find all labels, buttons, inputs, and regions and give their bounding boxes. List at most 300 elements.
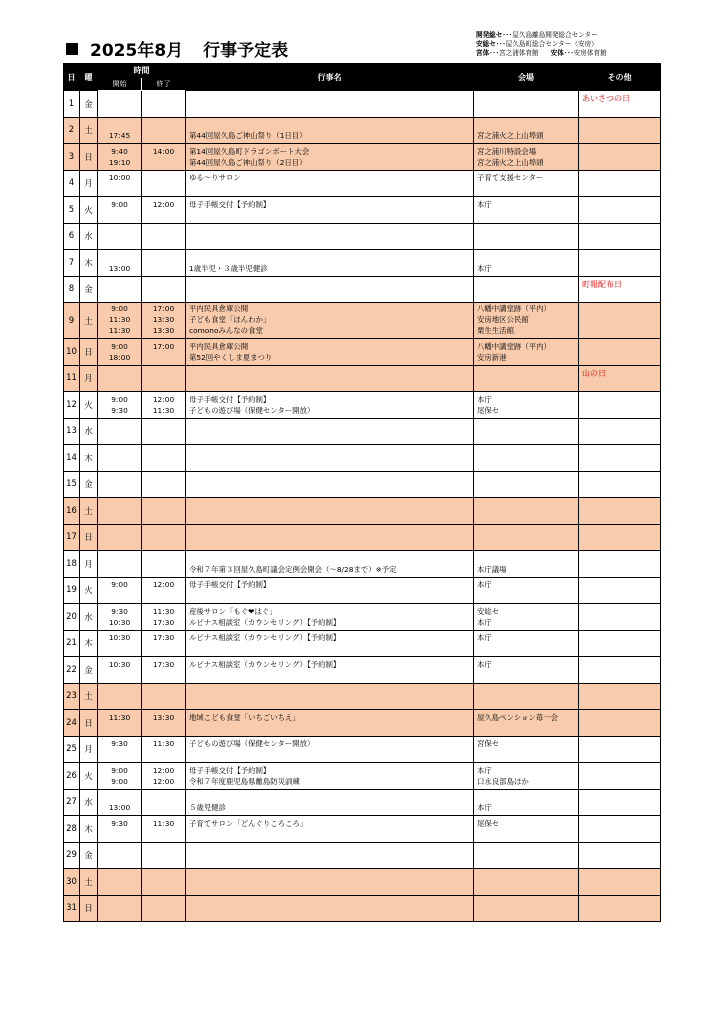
day-cell [64, 392, 80, 419]
event-cell [186, 170, 474, 197]
venue-name [477, 643, 575, 654]
end-time [142, 564, 185, 575]
venue-name: 本庁議場 [477, 564, 507, 574]
table-row [64, 339, 661, 366]
day-cell [64, 117, 80, 144]
event-name: 令和７年第３回屋久島町議会定例会開会（～8/28まで）※予定 [189, 564, 397, 574]
end-time-cell [142, 630, 186, 657]
end-time-cell [142, 339, 186, 366]
start-time [98, 564, 141, 575]
weekday-label: 金 [84, 851, 93, 862]
table-row [64, 91, 661, 118]
end-time: 11:30 [152, 606, 175, 616]
table-row [64, 471, 661, 498]
venue-cell [474, 339, 579, 366]
start-time-cell [98, 144, 142, 171]
other-note: あいさつの日 [582, 94, 630, 103]
event-cell [186, 498, 474, 525]
table-row [64, 117, 661, 144]
venue-cell [474, 842, 579, 869]
day-cell [64, 816, 80, 843]
end-time-cell [142, 471, 186, 498]
event-cell [186, 630, 474, 657]
table-row [64, 683, 661, 710]
legend-text: ･･･屋久島町総合センター（安房） [495, 40, 598, 49]
weekday-cell [80, 445, 98, 472]
start-time-cell [98, 604, 142, 631]
end-time: 11:30 [152, 818, 175, 828]
table-row [64, 392, 661, 419]
table-row [64, 842, 661, 869]
legend-line-1 [476, 31, 607, 40]
venue-name: 宮保セ [477, 739, 500, 748]
start-time: 10:30 [108, 659, 131, 669]
weekday-label: 水 [84, 612, 93, 623]
legend-key: 安体 [550, 49, 564, 58]
start-time: 9:30 [111, 818, 128, 828]
day-cell [64, 630, 80, 657]
day-cell [64, 303, 80, 339]
day-number: 14 [66, 452, 77, 463]
venue-name: 子育て支援センター [477, 173, 544, 182]
weekday-label: 火 [84, 771, 93, 782]
start-time-cell [98, 577, 142, 604]
event-cell [186, 816, 474, 843]
venue-cell [474, 144, 579, 171]
other-cell [579, 763, 661, 790]
day-number: 11 [66, 373, 77, 384]
weekday-label: 火 [84, 205, 93, 216]
day-number: 10 [66, 346, 77, 357]
weekday-label: 水 [84, 232, 93, 243]
venue-cell [474, 117, 579, 144]
weekday-label: 木 [84, 639, 93, 650]
venue-cell [474, 418, 579, 445]
other-cell [579, 577, 661, 604]
weekday-label: 日 [84, 152, 93, 163]
start-time-cell [98, 895, 142, 922]
event-cell [186, 365, 474, 392]
other-cell [579, 471, 661, 498]
start-time: 9:30 [111, 739, 128, 748]
table-row [64, 657, 661, 684]
header-venue: 会場 [474, 64, 579, 91]
start-time-cell [98, 471, 142, 498]
venue-name: 本庁 [477, 659, 492, 669]
venue-cell [474, 524, 579, 551]
weekday-cell [80, 117, 98, 144]
event-name: 子どもの遊び場（保健センター開放） [189, 405, 315, 415]
end-time: 12:00 [152, 776, 175, 786]
end-time [142, 263, 185, 274]
start-time-cell [98, 789, 142, 816]
end-time [142, 210, 185, 221]
day-cell [64, 276, 80, 303]
end-time: 17:30 [152, 659, 175, 669]
venue-cell [474, 604, 579, 631]
end-time-cell [142, 524, 186, 551]
weekday-label: 土 [84, 316, 93, 327]
end-time [142, 643, 185, 654]
other-cell [579, 276, 661, 303]
event-cell [186, 604, 474, 631]
venue-cell [474, 445, 579, 472]
weekday-label: 月 [84, 374, 93, 385]
end-time-cell [142, 117, 186, 144]
table-row [64, 577, 661, 604]
start-time: 9:00 [111, 341, 128, 351]
start-time-cell [98, 91, 142, 118]
start-time: 9:30 [111, 606, 128, 616]
start-time [98, 723, 141, 734]
other-cell [579, 869, 661, 896]
end-time-cell [142, 392, 186, 419]
start-time-cell [98, 630, 142, 657]
end-time-cell [142, 736, 186, 763]
header-other: その他 [579, 64, 661, 91]
venue-name: 本庁 [477, 263, 492, 273]
venue-name [477, 183, 575, 194]
event-cell [186, 895, 474, 922]
event-cell [186, 303, 474, 339]
day-number: 2 [68, 125, 75, 136]
table-row [64, 551, 661, 578]
other-cell [579, 604, 661, 631]
venue-name [477, 749, 575, 760]
other-cell [579, 736, 661, 763]
legend-key: 安総セ [476, 40, 496, 49]
table-row [64, 197, 661, 224]
other-cell [579, 789, 661, 816]
page-title [66, 36, 288, 61]
header-weekday: 曜 [80, 64, 98, 91]
end-time: 17:30 [152, 617, 175, 627]
weekday-cell [80, 630, 98, 657]
schedule-table [63, 63, 661, 922]
weekday-cell [80, 170, 98, 197]
legend-key: 宮体 [476, 49, 490, 58]
event-cell [186, 197, 474, 224]
table-row [64, 524, 661, 551]
table-row [64, 710, 661, 737]
venue-name: 本庁 [477, 617, 492, 627]
day-cell [64, 604, 80, 631]
venue-cell [474, 789, 579, 816]
day-number: 6 [68, 231, 75, 242]
event-name: 令和７年度鹿児島県離島防災訓練 [189, 776, 300, 786]
start-time: 10:00 [108, 173, 131, 182]
event-cell [186, 471, 474, 498]
weekday-label: 土 [84, 126, 93, 137]
weekday-cell [80, 223, 98, 250]
day-number: 8 [68, 284, 75, 295]
weekday-label: 土 [84, 692, 93, 703]
weekday-cell [80, 736, 98, 763]
weekday-label: 木 [84, 824, 93, 835]
day-cell [64, 471, 80, 498]
start-time-cell [98, 250, 142, 277]
day-cell [64, 551, 80, 578]
start-time [98, 643, 141, 654]
start-time: 11:30 [108, 712, 131, 722]
weekday-cell [80, 418, 98, 445]
weekday-label: 日 [84, 533, 93, 544]
end-time-cell [142, 869, 186, 896]
start-time-cell [98, 736, 142, 763]
day-cell [64, 91, 80, 118]
end-time-cell [142, 710, 186, 737]
event-name [189, 183, 470, 194]
start-time [98, 749, 141, 760]
start-time: 9:40 [111, 146, 128, 156]
venue-name: 宮之浦火之上山埠頭 [477, 131, 544, 140]
event-name: 1歳半児・３歳半児健診 [189, 263, 268, 273]
other-cell [579, 551, 661, 578]
table-row [64, 816, 661, 843]
other-cell [579, 657, 661, 684]
weekday-cell [80, 604, 98, 631]
other-cell [579, 816, 661, 843]
day-number: 28 [66, 823, 77, 834]
other-cell [579, 418, 661, 445]
end-time-cell [142, 303, 186, 339]
table-row [64, 365, 661, 392]
start-time-cell [98, 170, 142, 197]
other-cell [579, 144, 661, 171]
weekday-cell [80, 577, 98, 604]
start-time-cell [98, 710, 142, 737]
venue-name [477, 829, 575, 840]
other-cell [579, 842, 661, 869]
start-time-cell [98, 683, 142, 710]
start-time: 9:00 [111, 394, 128, 404]
venue-name: 本庁 [477, 580, 492, 589]
event-name: ルピナス相談室（カウンセリング）【予約制】 [189, 633, 341, 642]
weekday-label: 金 [84, 665, 93, 676]
start-time-cell [98, 197, 142, 224]
event-name: 子育てサロン「どんぐりころころ」 [189, 818, 308, 828]
end-time [142, 749, 185, 760]
other-cell [579, 498, 661, 525]
event-cell [186, 842, 474, 869]
square-bullet-icon [66, 43, 78, 55]
table-row [64, 604, 661, 631]
venue-name: 尾保セ [477, 818, 500, 828]
table-row [64, 250, 661, 277]
legend-text: ･･･屋久島離島開発総合センター [502, 31, 598, 39]
venue-cell [474, 365, 579, 392]
day-number: 13 [66, 426, 77, 437]
day-cell [64, 250, 80, 277]
end-time-cell [142, 91, 186, 118]
table-row [64, 170, 661, 197]
venue-name: 八幡中講堂跡（平内） [477, 304, 551, 313]
weekday-cell [80, 710, 98, 737]
venue-name [477, 723, 575, 734]
event-cell [186, 144, 474, 171]
weekday-cell [80, 657, 98, 684]
day-cell [64, 842, 80, 869]
weekday-cell [80, 144, 98, 171]
weekday-label: 火 [84, 586, 93, 597]
end-time-cell [142, 144, 186, 171]
venue-cell [474, 223, 579, 250]
other-cell [579, 365, 661, 392]
other-cell [579, 250, 661, 277]
start-time-cell [98, 816, 142, 843]
start-time: 18:00 [108, 352, 131, 362]
day-number: 7 [68, 257, 75, 268]
venue-cell [474, 763, 579, 790]
start-time-cell [98, 445, 142, 472]
header-start: 開始 [98, 78, 142, 91]
day-cell [64, 657, 80, 684]
start-time [98, 829, 141, 840]
weekday-label: 月 [84, 745, 93, 756]
event-cell [186, 551, 474, 578]
end-time-cell [142, 197, 186, 224]
day-number: 17 [66, 532, 77, 543]
day-number: 30 [66, 876, 77, 887]
other-cell [579, 630, 661, 657]
weekday-cell [80, 250, 98, 277]
event-cell [186, 683, 474, 710]
venue-cell [474, 895, 579, 922]
end-time: 17:00 [152, 341, 175, 351]
end-time-cell [142, 551, 186, 578]
start-time: 11:30 [108, 326, 131, 335]
end-time: 12:00 [152, 199, 175, 209]
venue-cell [474, 657, 579, 684]
weekday-cell [80, 895, 98, 922]
event-cell [186, 91, 474, 118]
end-time: 12:00 [152, 394, 175, 404]
day-cell [64, 710, 80, 737]
day-number: 1 [68, 98, 75, 109]
title-subtitle: 行事予定表 [203, 41, 289, 61]
day-number: 15 [66, 479, 77, 490]
other-note: 町報配布日 [582, 279, 622, 289]
event-name: 平内民具倉庫公開 [189, 341, 249, 351]
table-row [64, 789, 661, 816]
legend-key: 開発総セ [476, 31, 503, 39]
weekday-label: 土 [84, 506, 93, 517]
weekday-cell [80, 276, 98, 303]
start-time-cell [98, 551, 142, 578]
end-time-cell [142, 498, 186, 525]
event-name: 母子手帳交付【予約制】 [189, 394, 271, 404]
day-number: 21 [66, 638, 77, 649]
end-time [142, 723, 185, 734]
end-time-cell [142, 789, 186, 816]
weekday-label: 金 [84, 285, 93, 296]
day-cell [64, 339, 80, 366]
event-name [189, 643, 470, 654]
day-number: 4 [68, 178, 75, 189]
end-time [142, 352, 185, 363]
end-time-cell [142, 577, 186, 604]
other-cell [579, 710, 661, 737]
event-cell [186, 445, 474, 472]
day-cell [64, 869, 80, 896]
venue-name: 本庁 [477, 765, 492, 775]
day-cell [64, 895, 80, 922]
end-time-cell [142, 250, 186, 277]
event-cell [186, 789, 474, 816]
end-time [142, 590, 185, 601]
venue-name: 本庁 [477, 803, 492, 812]
start-time: 9:00 [111, 304, 128, 313]
end-time-cell [142, 763, 186, 790]
weekday-cell [80, 683, 98, 710]
end-time [142, 157, 185, 168]
venue-cell [474, 170, 579, 197]
venue-cell [474, 710, 579, 737]
venue-name: 本庁 [477, 633, 492, 642]
venue-cell [474, 683, 579, 710]
venue-name: 宮之浦川特設会場 [477, 146, 537, 156]
day-cell [64, 418, 80, 445]
start-time: 9:00 [111, 199, 128, 209]
event-cell [186, 577, 474, 604]
day-number: 25 [66, 744, 77, 755]
weekday-cell [80, 763, 98, 790]
end-time: 13:30 [152, 712, 175, 722]
start-time-cell [98, 392, 142, 419]
end-time: 11:30 [152, 739, 175, 748]
event-cell [186, 250, 474, 277]
weekday-label: 金 [84, 99, 93, 110]
weekday-label: 日 [84, 347, 93, 358]
start-time: 9:00 [111, 765, 128, 775]
table-row [64, 869, 661, 896]
table-row [64, 223, 661, 250]
day-cell [64, 365, 80, 392]
day-number: 26 [66, 770, 77, 781]
end-time [142, 802, 185, 813]
venue-name: 八幡中講堂跡（平内） [477, 341, 551, 351]
event-cell [186, 869, 474, 896]
venue-cell [474, 816, 579, 843]
end-time [142, 172, 185, 183]
start-time: 17:45 [108, 131, 131, 140]
start-time: 13:00 [108, 263, 131, 273]
event-name: ルピナス相談室（カウンセリング）【予約制】 [189, 617, 341, 627]
start-time [98, 183, 141, 194]
end-time-cell [142, 276, 186, 303]
day-cell [64, 683, 80, 710]
venue-cell [474, 577, 579, 604]
weekday-cell [80, 471, 98, 498]
end-time: 12:00 [152, 580, 175, 589]
event-name: ゆる～りサロン [189, 173, 241, 182]
start-time: 11:30 [108, 315, 131, 324]
end-time: 17:30 [152, 633, 175, 642]
start-time-cell [98, 524, 142, 551]
venue-name [477, 670, 575, 681]
event-cell [186, 736, 474, 763]
weekday-cell [80, 197, 98, 224]
day-cell [64, 577, 80, 604]
event-name: 第52回やくしま夏まつり [189, 352, 273, 362]
start-time-cell [98, 842, 142, 869]
venue-name: 尾保セ [477, 405, 500, 415]
table-row [64, 418, 661, 445]
event-name [189, 210, 470, 221]
day-number: 16 [66, 505, 77, 516]
end-time-cell [142, 170, 186, 197]
venue-cell [474, 869, 579, 896]
